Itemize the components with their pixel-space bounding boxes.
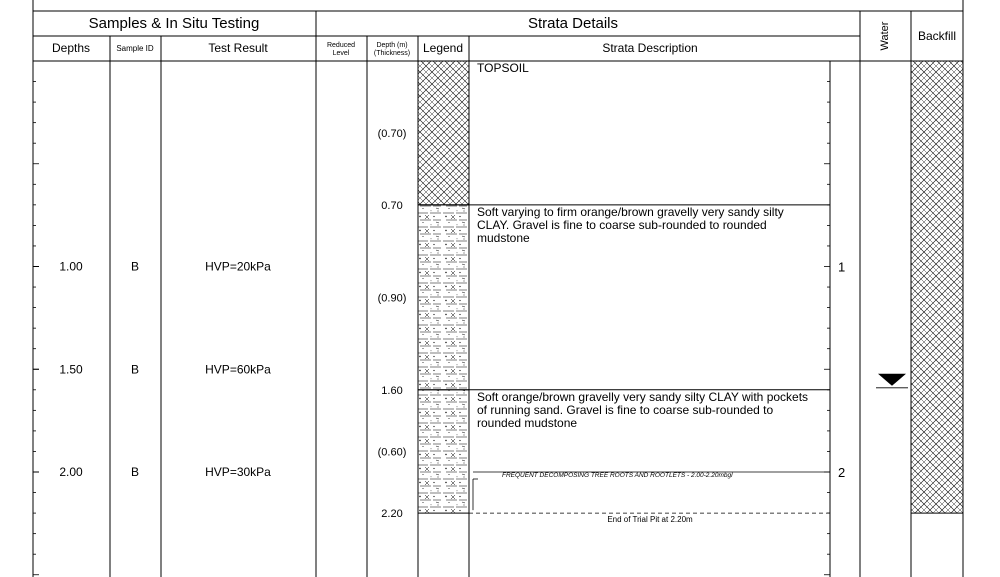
strata-description-line: Soft orange/brown gravelly very sandy silty CLAY with pockets (477, 389, 809, 404)
backfill-hatch (911, 61, 963, 513)
legend-column (418, 61, 469, 513)
legend-clay-pattern (418, 390, 469, 513)
stratum-thickness: (0.70) (377, 127, 407, 140)
table-frame (33, 0, 963, 577)
water-strike-icon (878, 374, 906, 386)
depth-scale-label: 2 (838, 465, 846, 480)
stratum-base-depth: 1.60 (381, 384, 403, 397)
sample-id: B (130, 362, 140, 377)
depth-thickness-header-line2: (Thickness) (373, 50, 411, 57)
water-column (876, 374, 908, 388)
strata-description-line: mudstone (477, 230, 530, 245)
sample-depth: 1.00 (59, 259, 83, 274)
legend-clay-pattern (418, 205, 469, 390)
sample-test-result: HVP=30kPa (205, 465, 271, 479)
reduced-level-header-line1: Reduced (326, 42, 356, 49)
water-header: Water (879, 21, 891, 51)
depth-thickness-header-line1: Depth (m) (376, 42, 408, 49)
strata-description-header: Strata Description (602, 41, 698, 55)
stratum-thickness: (0.90) (377, 292, 407, 305)
end-of-pit-text: End of Trial Pit at 2.20m (607, 515, 693, 525)
sample-test-result: HVP=20kPa (205, 259, 271, 274)
strata-description-line: TOPSOIL (477, 61, 529, 75)
samples-group-header: Samples & In Situ Testing (88, 15, 260, 32)
sample-test-result: HVP=60kPa (205, 362, 271, 377)
sample-depth: 1.50 (59, 362, 83, 377)
stratum-thickness: (0.60) (377, 446, 407, 459)
sample-id: B (130, 465, 140, 479)
strata-description-line: Soft varying to firm orange/brown gravelly very sandy silty (477, 204, 784, 219)
depth-scale-label: 1 (838, 259, 846, 275)
stratum-base-depth: 2.20 (381, 508, 403, 521)
test-result-header: Test Result (208, 41, 268, 55)
annotation-text: FREQUENT DECOMPOSING TREE ROOTS AND ROOTLETS - 2.00-2.20mbgl (502, 472, 733, 479)
strata-description-line: CLAY. Gravel is fine to coarse sub-rounded to rounded (477, 217, 767, 232)
strata-description-line: rounded mudstone (477, 415, 578, 430)
stratum-base-depth: 0.70 (381, 199, 403, 212)
sample-rows (33, 260, 271, 480)
legend-header: Legend (422, 41, 464, 55)
strata-group-header: Strata Details (527, 15, 619, 32)
reduced-level-header-line2: Level (332, 50, 350, 57)
sample-depth: 2.00 (59, 465, 83, 479)
strata-description-line: of running sand. Gravel is fine to coarse sub-rounded to (477, 402, 774, 417)
backfill-column (911, 61, 963, 513)
backfill-header: Backfill (917, 29, 957, 43)
legend-topsoil-pattern (418, 61, 469, 205)
depths-header: Depths (51, 41, 91, 55)
sample-id-header: Sample ID (116, 44, 154, 53)
sample-id: B (130, 259, 140, 274)
